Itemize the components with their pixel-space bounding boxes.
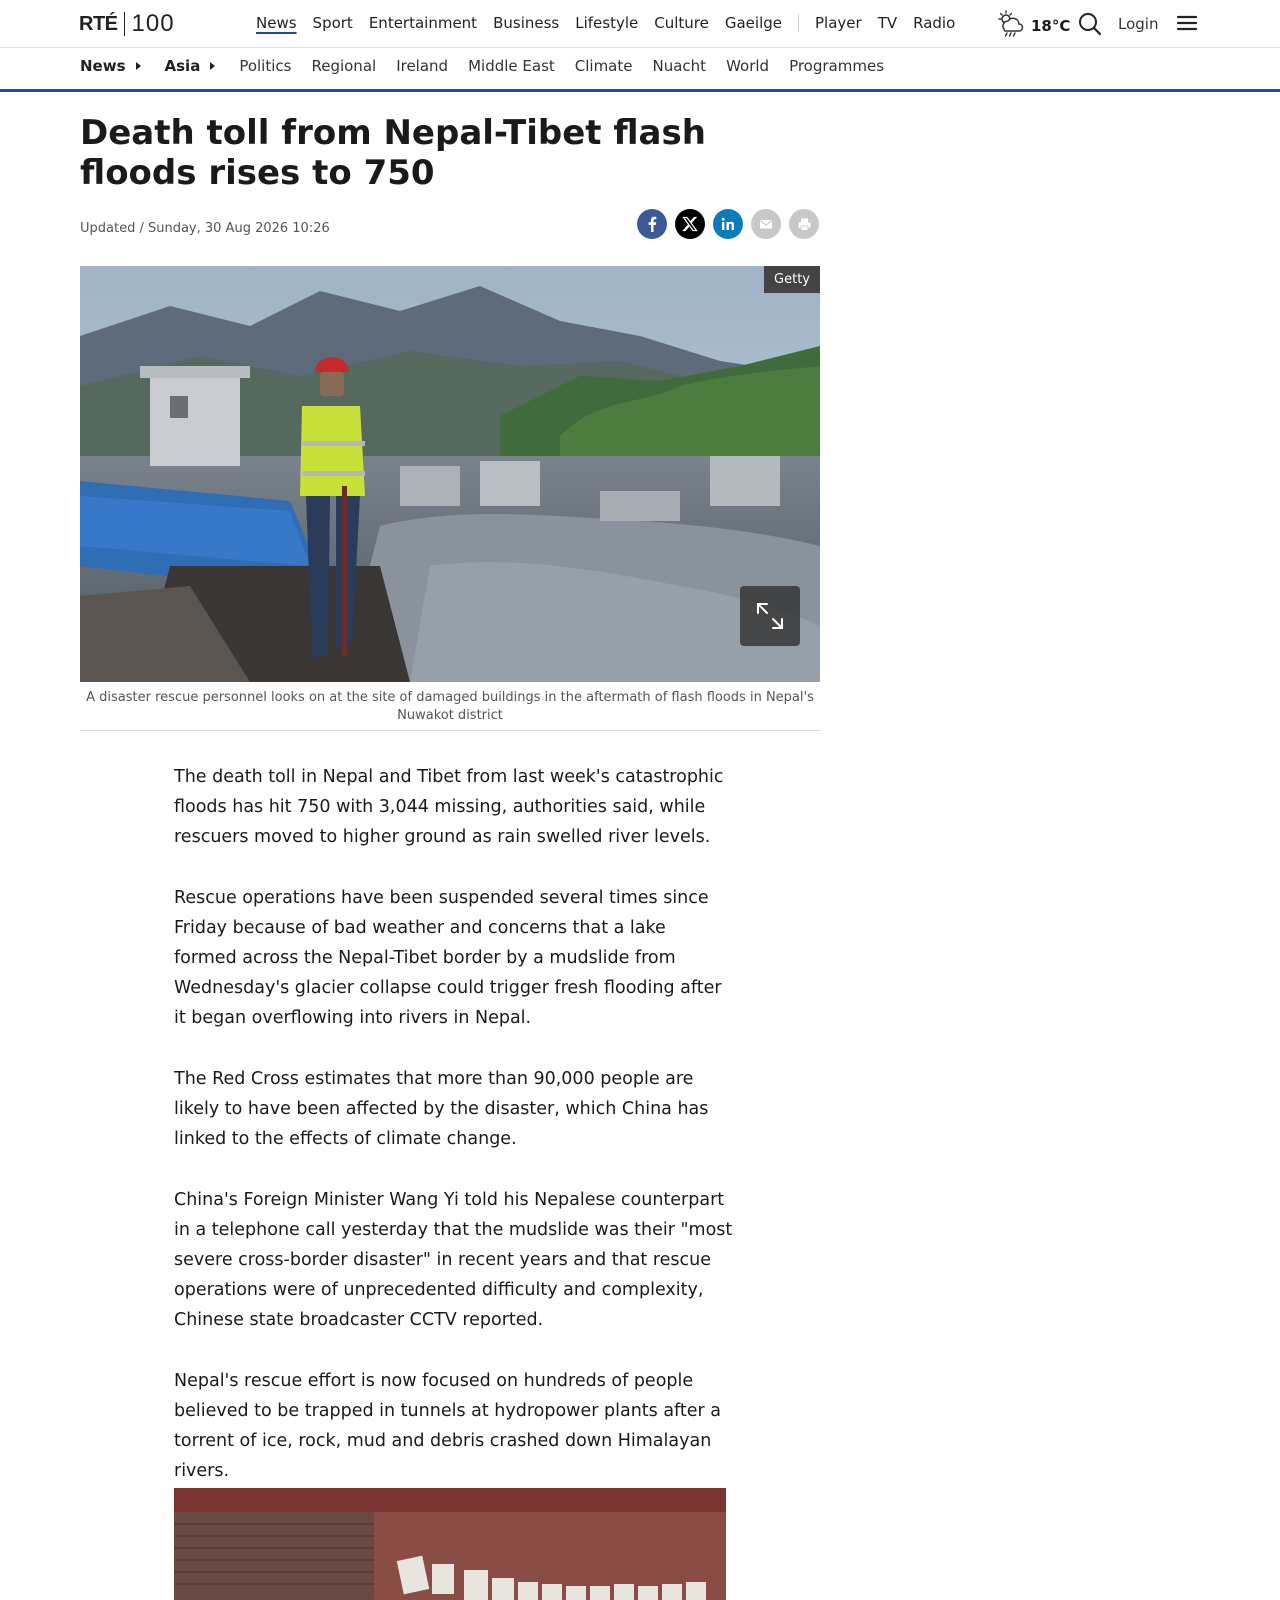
nav-radio[interactable]: Radio: [913, 14, 956, 32]
site-header: [0, 0, 1280, 48]
nav-entertainment[interactable]: Entertainment: [368, 14, 478, 32]
flood-scene-photo: [80, 266, 820, 682]
subnav-programmes[interactable]: Programmes: [789, 57, 885, 75]
caret-right-icon: [136, 62, 141, 70]
article-paragraph: The Red Cross estimates that more than 90,000 people are likely to have been affected by the disaster, which China has linked to the effects of climate change.: [174, 1069, 709, 1149]
cloud-sun-rain-icon: [995, 9, 1025, 43]
nav-lifestyle[interactable]: Lifestyle: [575, 14, 639, 32]
rte-100-logo[interactable]: [79, 10, 175, 38]
hero-image[interactable]: [80, 266, 820, 682]
hero-image-caption: A disaster rescue personnel looks on at the site of damaged buildings in the aftermath of flash floods in Nepal's Nuwakot district: [86, 690, 814, 723]
nav-news[interactable]: News: [256, 14, 297, 32]
main-nav: [256, 14, 971, 32]
email-icon[interactable]: [751, 209, 781, 239]
subnav-nuacht[interactable]: Nuacht: [652, 57, 707, 75]
article-paragraph: Rescue operations have been suspended several times since Friday because of bad weather and concerns that a lake formed across the Nepal-Tibet border by a mudslide from Wednesday's glacier collapse could trigger fresh flooding after it began overflowing into rivers in Nepal.: [174, 888, 722, 1028]
breadcrumb-asia[interactable]: [165, 57, 216, 75]
nav-gaeilge[interactable]: Gaeilge: [724, 14, 782, 32]
article-headline: Death toll from Nepal-Tibet flash floods rises to 750: [80, 113, 706, 193]
subnav-middle-east[interactable]: Middle East: [468, 57, 555, 75]
weather-widget[interactable]: [995, 9, 1070, 43]
nav-player[interactable]: Player: [815, 14, 862, 32]
brand-name: RTÉ: [79, 12, 118, 35]
hamburger-menu-icon[interactable]: [1176, 13, 1198, 37]
share-bar: [637, 209, 827, 239]
weather-temperature: 18°C: [1031, 17, 1071, 35]
article-paragraph: The death toll in Nepal and Tibet from last week's catastrophic floods has hit 750 with 3,044 missing, authorities said, while rescuers moved to higher ground as rain swelled river levels.: [174, 767, 724, 847]
subnav-ireland[interactable]: Ireland: [396, 57, 449, 75]
caret-right-icon: [210, 62, 215, 70]
missing-persons-posters-photo: [174, 1488, 726, 1600]
login-link[interactable]: Login: [1118, 15, 1159, 33]
nav-divider: [798, 14, 799, 32]
linkedin-icon[interactable]: [713, 209, 743, 239]
breadcrumb-news[interactable]: [80, 57, 141, 75]
breadcrumb-label: Asia: [164, 57, 201, 75]
subnav-regional[interactable]: Regional: [311, 57, 377, 75]
breadcrumb-label: News: [80, 57, 126, 75]
subnav-politics[interactable]: Politics: [239, 57, 292, 75]
brand-anniversary: 100: [131, 10, 175, 37]
nav-culture[interactable]: Culture: [654, 14, 709, 32]
section-subnav: [0, 48, 1280, 92]
subnav-climate[interactable]: Climate: [574, 57, 633, 75]
article-paragraph: China's Foreign Minister Wang Yi told his Nepalese counterpart in a telephone call yesterday that the mudslide was their "most severe cross-border disaster" in recent years and that rescue operations were of unprecedented difficulty and complexity, Chinese state broadcaster CCTV reported.: [174, 1190, 733, 1330]
x-icon[interactable]: [675, 209, 705, 239]
nav-sport[interactable]: Sport: [312, 14, 353, 32]
expand-image-icon[interactable]: [740, 586, 800, 646]
nav-business[interactable]: Business: [493, 14, 560, 32]
nav-tv[interactable]: TV: [877, 14, 898, 32]
caption-divider: [80, 730, 820, 731]
print-icon[interactable]: [789, 209, 819, 239]
article-body: [174, 762, 734, 1517]
subnav-world[interactable]: World: [726, 57, 770, 75]
search-icon[interactable]: [1078, 12, 1102, 40]
article-timestamp: Updated / Sunday, 30 Aug 2026 10:26: [80, 221, 330, 236]
facebook-icon[interactable]: [637, 209, 667, 239]
logo-divider: [124, 12, 125, 36]
inline-article-image[interactable]: [174, 1488, 726, 1600]
article-paragraph: Nepal's rescue effort is now focused on hundreds of people believed to be trapped in tunnels at hydropower plants after a torrent of ice, rock, mud and debris crashed down Himalayan rivers.: [174, 1371, 722, 1481]
image-credit: Getty: [764, 266, 820, 293]
